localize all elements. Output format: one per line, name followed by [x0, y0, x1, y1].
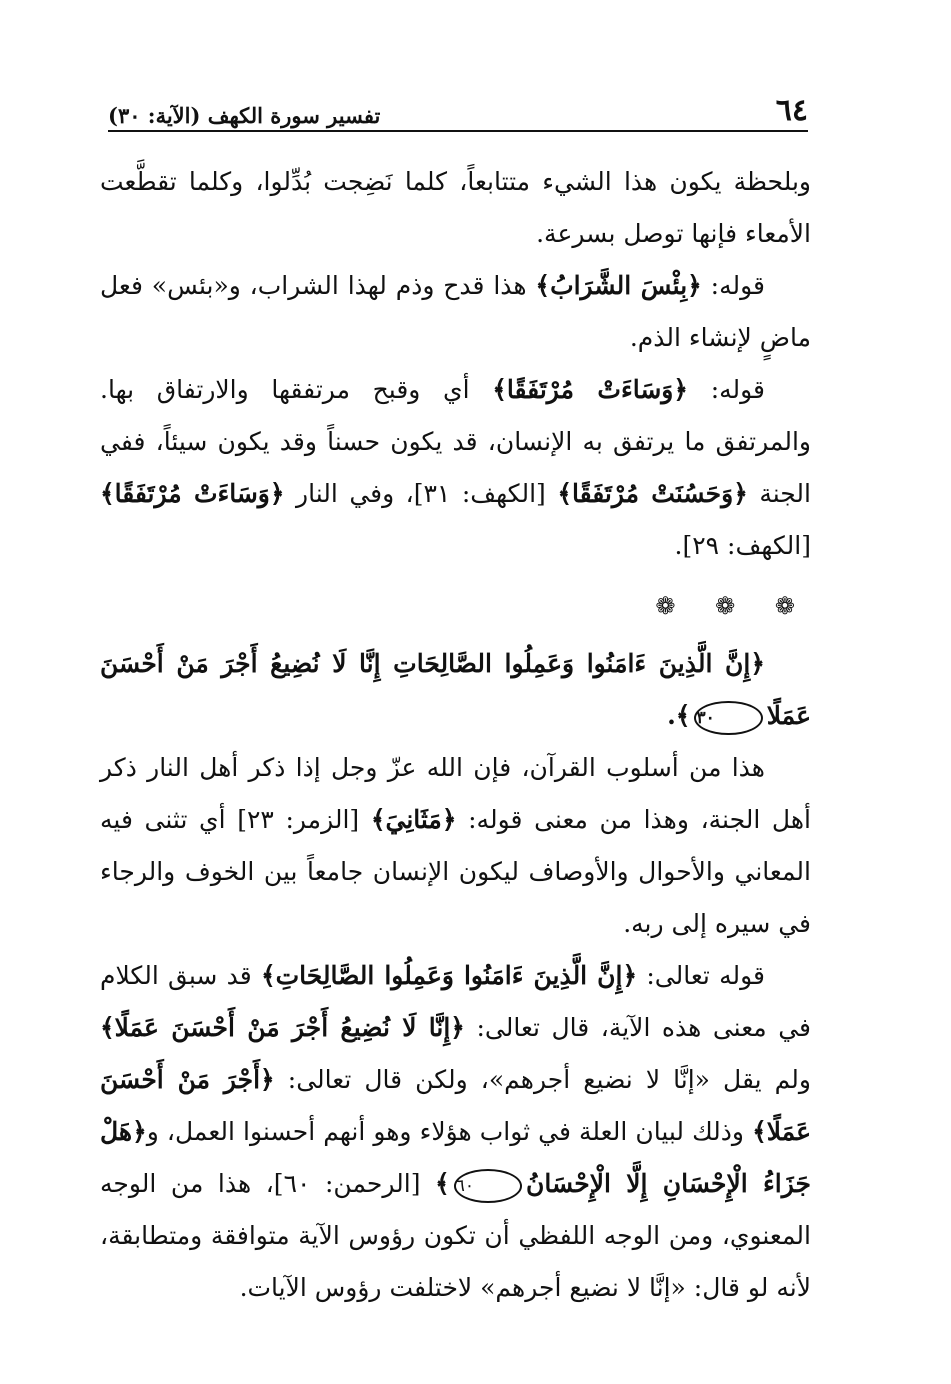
verse-heading [100, 638, 811, 742]
quran-quote: ﴿مَثَانِيَ﴾ [370, 805, 457, 834]
paragraph-5-text: قد سبق الكلام في معنى هذه الآية، قال تعالى: [100, 961, 811, 1042]
header-title: تفسير سورة الكهف (الآية: ٣٠) [108, 103, 381, 128]
body-text [100, 156, 811, 1314]
paragraph-4-text: [الزمر: ٢٣] أي تثنى فيه المعاني والأحوال والأوصاف ليكون الإنسان جامعاً بين الخوف والرجاء في سيره إلى ربه. [100, 805, 811, 938]
paragraph-5-text: وذلك لبيان العلة في ثواب هؤلاء وهو أنهم أحسنوا العمل، و [146, 1117, 753, 1146]
paragraph-1: وبلحظة يكون هذا الشيء متتابعاً، كلما نَضِجت بُدِّلوا، وكلما تقطَّعت الأمعاء فإنها توصل بسرعة. [100, 167, 811, 248]
quran-quote: ﴿إِنَّا لَا نُضِيعُ أَجْرَ مَنْ أَحْسَنَ عَمَلًا﴾ [100, 1013, 465, 1042]
paragraph-2-lead: قوله: [701, 271, 765, 300]
quran-quote: ﴿أَجْرَ مَنْ أَحْسَنَ عَمَلًا﴾ [100, 1065, 811, 1146]
paragraph-3 [100, 364, 811, 572]
paragraph-3-text: أي وقبح مرتفقها والارتفاق بها. والمرتفق ما يرتفق به الإنسان، قد يكون حسناً وقد يكون سيئاً، ففي الجنة [100, 375, 811, 508]
page-number: ٦٤ [775, 93, 808, 128]
paragraph-2-text: هذا قدح وذم لهذا الشراب، و«بئس» فعل ماضٍ لإنشاء الذم. [100, 271, 811, 352]
paragraph-3-lead: قوله: [688, 375, 765, 404]
verse-number-marker: ٣٠ [694, 701, 762, 735]
quran-quote: ﴿هَلْ جَزَاءُ الْإِحْسَانِ إِلَّا الْإِحْسَانُ [100, 1117, 811, 1198]
quran-quote: ﴿وَحَسُنَتْ مُرْتَفَقًا﴾ [557, 479, 748, 508]
verse-number-marker: ٦٠ [454, 1169, 522, 1203]
header-rule [108, 130, 808, 132]
quran-quote: ﴿بِئْسَ الشَّرَابُ﴾ [535, 271, 702, 300]
paragraph-5 [100, 950, 811, 1314]
paragraph-5-text: [الرحمن: ٦٠]، هذا من الوجه المعنوي، ومن الوجه اللفظي أن تكون رؤوس الآية متوافقة ومتطابقة، لأنه لو قال: «إنَّا لا نضيع أجرهم» لاختلفت رؤوس الآيات. [100, 1169, 811, 1302]
paragraph-3-text: [الكهف: ٣١]، وفي النار [284, 479, 558, 508]
verse-close: ﴾. [667, 701, 691, 730]
paragraph-4-lead: هذا من أسلوب القرآن، فإن الله عزّ وجل إذا ذكر أهل النار ذكر أهل الجنة، وهذا من معنى قوله: [100, 753, 811, 834]
quran-quote-close: ﴾ [435, 1169, 450, 1198]
paragraph-4 [100, 742, 811, 950]
running-header [108, 86, 808, 126]
section-separator: ❁ ❁ ❁ [655, 592, 811, 620]
verse-text: ﴿إِنَّ الَّذِينَ ءَامَنُوا وَعَمِلُوا الصَّالِحَاتِ إِنَّا لَا نُضِيعُ أَجْرَ مَنْ أَحْسَنَ عَمَلًا [100, 649, 811, 730]
paragraph-5-lead: قوله تعالى: [637, 961, 765, 990]
paragraph-2 [100, 260, 811, 364]
quran-quote: ﴿إِنَّ الَّذِينَ ءَامَنُوا وَعَمِلُوا الصَّالِحَاتِ﴾ [260, 961, 638, 990]
quran-quote: ﴿وَسَاءَتْ مُرْتَفَقًا﴾ [492, 375, 688, 404]
paragraph-3-text: [الكهف: ٢٩]. [674, 531, 811, 560]
paragraph-5-text: ولم يقل «إنَّا لا نضيع أجرهم»، ولكن قال تعالى: [274, 1065, 812, 1094]
quran-quote: ﴿وَسَاءَتْ مُرْتَفَقًا﴾ [100, 479, 285, 508]
